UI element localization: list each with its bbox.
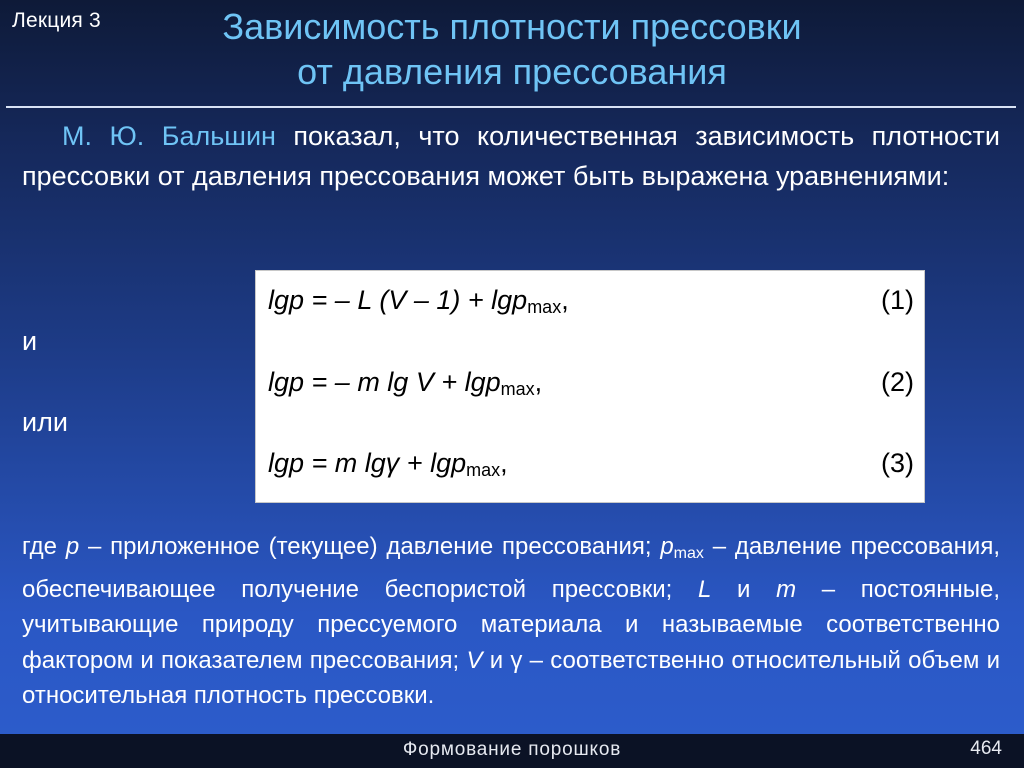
symbol-gamma: γ [510,646,523,674]
formula-box [255,270,925,503]
slide-title-line2: от давления прессования [297,51,727,92]
page-number: 464 [970,738,1002,759]
equation-3-number: (3) [881,448,914,478]
slide-title-line1: Зависимость плотности прессовки [222,6,802,47]
symbol-L: L [698,575,712,603]
footer-title: Формование порошков [402,739,622,760]
symbol-pmax: p [660,533,674,560]
equation-1-number: (1) [881,285,914,315]
conjunction-and-1: и [711,575,777,603]
p-definition: – приложенное (текущее) давление прессования; [79,533,661,560]
equation-1-subscript: max [527,297,562,317]
symbol-m: m [776,575,797,603]
V-gamma-definition: – соответственно относительный объем и относительная плотность прессовки. [22,646,1000,710]
equation-1-expression: lgp = – L (V – 1) + lgp [268,285,528,315]
author-name: М. Ю. Бальшин [62,121,276,151]
intro-text: показал, что количественная зависимость плотности прессовки от давления прессования может быть выражена уравнениями: [22,121,1001,191]
equation-2-subscript: max [500,379,535,399]
equation-3-expression: lgp = m lgγ + lgp [268,448,467,478]
title-divider [6,106,1016,108]
footer-bar [0,734,1024,768]
pmax-definition: – давление прессования, обеспечивающее получение беспористой прессовки; [22,533,1000,603]
equation-1-comma: , [561,285,569,315]
equation-3-comma: , [500,448,508,478]
connector-and: и [22,326,38,356]
symbol-pmax-subscript: max [673,545,704,562]
equation-1 [268,285,914,325]
equation-2-comma: , [534,367,543,397]
L-m-definition: – постоянные, учитывающие природу прессуемого материала и называемые соответственно фактором и показателем прессования; [22,575,1000,674]
connector-or: или [22,407,68,437]
explanation-paragraph [22,529,1000,714]
equation-3 [268,448,914,488]
equation-2-expression: lgp = – m lg V + lgp [268,367,501,397]
slide-title [0,4,1024,94]
equation-2-number: (2) [881,367,914,397]
equation-3-subscript: max [466,460,501,480]
lecture-label: Лекция 3 [12,9,101,32]
conjunction-and-2: и [482,646,511,674]
intro-paragraph [22,116,1000,196]
equation-2 [268,367,914,407]
symbol-p: p [65,533,80,560]
symbol-V: V [466,646,483,674]
where-word: где [22,533,66,560]
